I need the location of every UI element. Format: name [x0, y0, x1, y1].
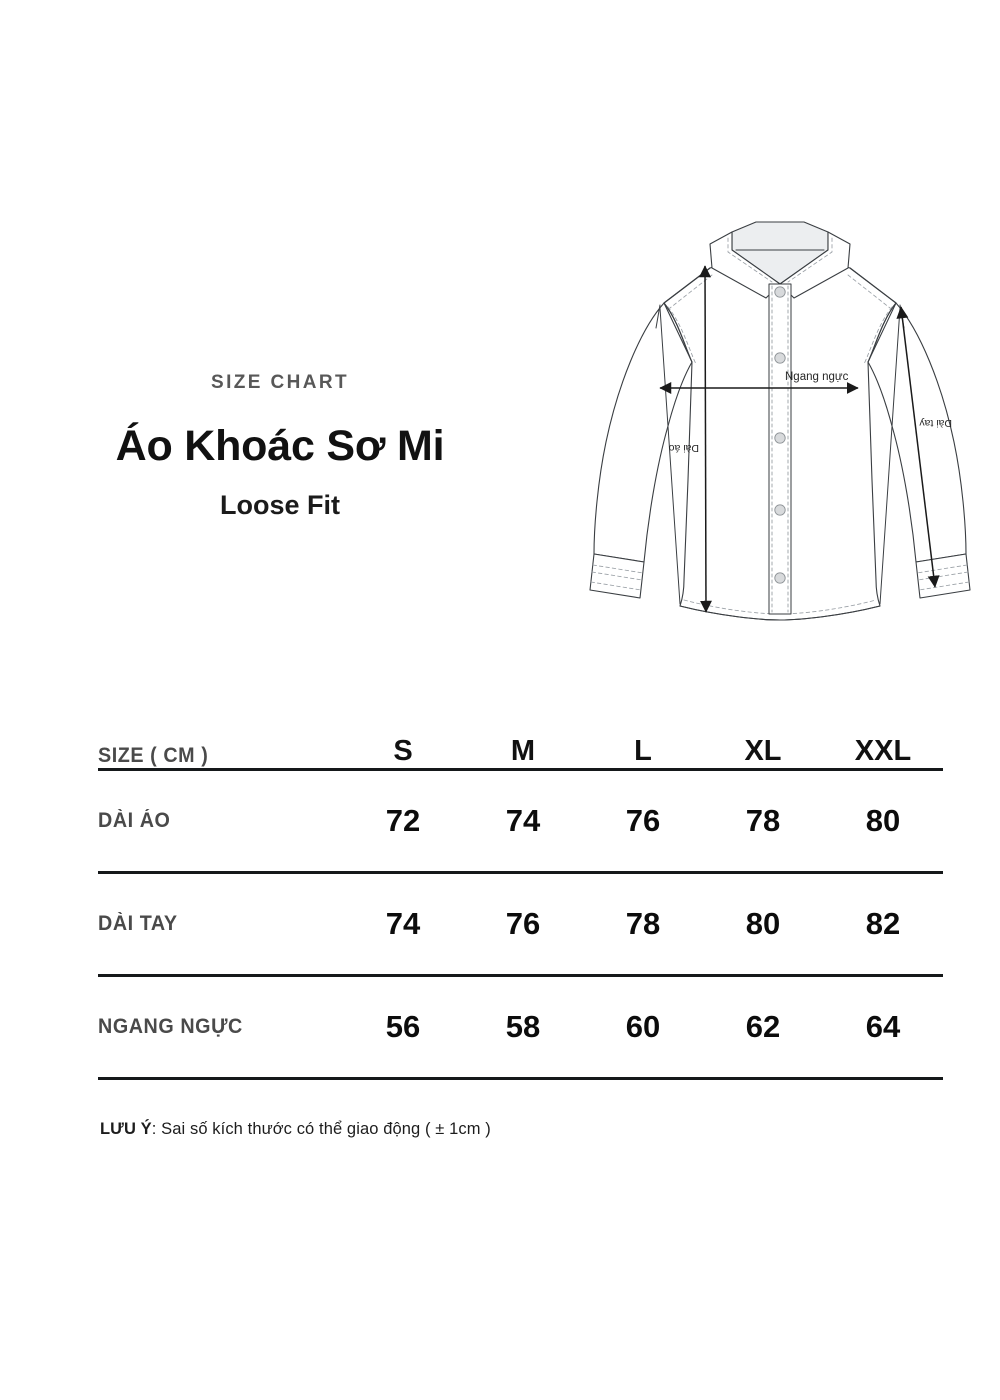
- cell-dai-ao-xxl: 80: [865, 803, 901, 838]
- page-title: Áo Khoác Sơ Mi: [115, 421, 445, 470]
- cell-ngang-nguc-xxl: 64: [865, 1009, 901, 1044]
- body-length-arrow: [705, 266, 706, 612]
- footnote: [100, 1120, 491, 1139]
- column-header-xxl: XXL: [854, 735, 912, 767]
- divider: [98, 1077, 943, 1080]
- right-sleeve: [868, 303, 966, 562]
- cell-ngang-nguc-s: 56: [385, 1009, 421, 1044]
- cell-dai-tay-xxl: 82: [865, 906, 901, 941]
- size-table: [98, 712, 943, 1080]
- cell-ngang-nguc-l: 60: [625, 1009, 661, 1044]
- size-chart-eyebrow: SIZE CHART: [211, 372, 349, 393]
- row-rule-cell: [98, 1077, 943, 1080]
- cell-dai-ao-l: 76: [625, 803, 661, 838]
- cell-dai-tay-s: 74: [385, 906, 421, 941]
- cell-dai-ao-m: 74: [505, 803, 541, 838]
- row-label-cell: [98, 977, 343, 1077]
- cell-dai-tay-xl: 80: [745, 906, 781, 941]
- row-label-dai-ao: DÀI ÁO: [98, 809, 171, 832]
- left-sleeve: [594, 303, 692, 562]
- footnote-text: : Sai số kích thước có thể giao động ( ± 1cm ): [151, 1120, 491, 1138]
- garment-illustration: [560, 180, 1000, 660]
- table-row: [98, 977, 943, 1077]
- body-length-label: Dài áo: [668, 442, 699, 454]
- table-header-label: [98, 712, 343, 768]
- cell-ngang-nguc-xl: 62: [745, 1009, 781, 1044]
- column-header-xl: XL: [744, 735, 782, 767]
- cell-dai-ao-xl: 78: [745, 803, 781, 838]
- sleeve-length-label: Dài tay: [919, 417, 952, 429]
- left-cuff: [590, 554, 644, 598]
- header-block: [0, 372, 560, 521]
- row-rule-3: [98, 1077, 943, 1080]
- cell-dai-tay-m: 76: [505, 906, 541, 941]
- footnote-prefix: LƯU Ý: [100, 1120, 152, 1138]
- column-header-s: S: [393, 735, 413, 767]
- column-header-m: M: [510, 735, 536, 767]
- fit-label: Loose Fit: [220, 490, 340, 521]
- row-label-cell: [98, 874, 343, 974]
- row-label-cell: [98, 771, 343, 871]
- cell-ngang-nguc-m: 58: [505, 1009, 541, 1044]
- table-row: [98, 771, 943, 871]
- column-header-l: L: [634, 735, 652, 767]
- cell-dai-tay-l: 78: [625, 906, 661, 941]
- table-header-row: [98, 712, 943, 768]
- table-row: [98, 874, 943, 974]
- cell-dai-ao-s: 72: [385, 803, 421, 838]
- size-unit-header: SIZE ( CM ): [98, 744, 209, 767]
- row-label-ngang-nguc: NGANG NGỰC: [98, 1015, 243, 1038]
- right-cuff: [916, 554, 970, 598]
- row-label-dai-tay: DÀI TAY: [98, 912, 178, 935]
- chest-label: Ngang ngực: [785, 371, 849, 383]
